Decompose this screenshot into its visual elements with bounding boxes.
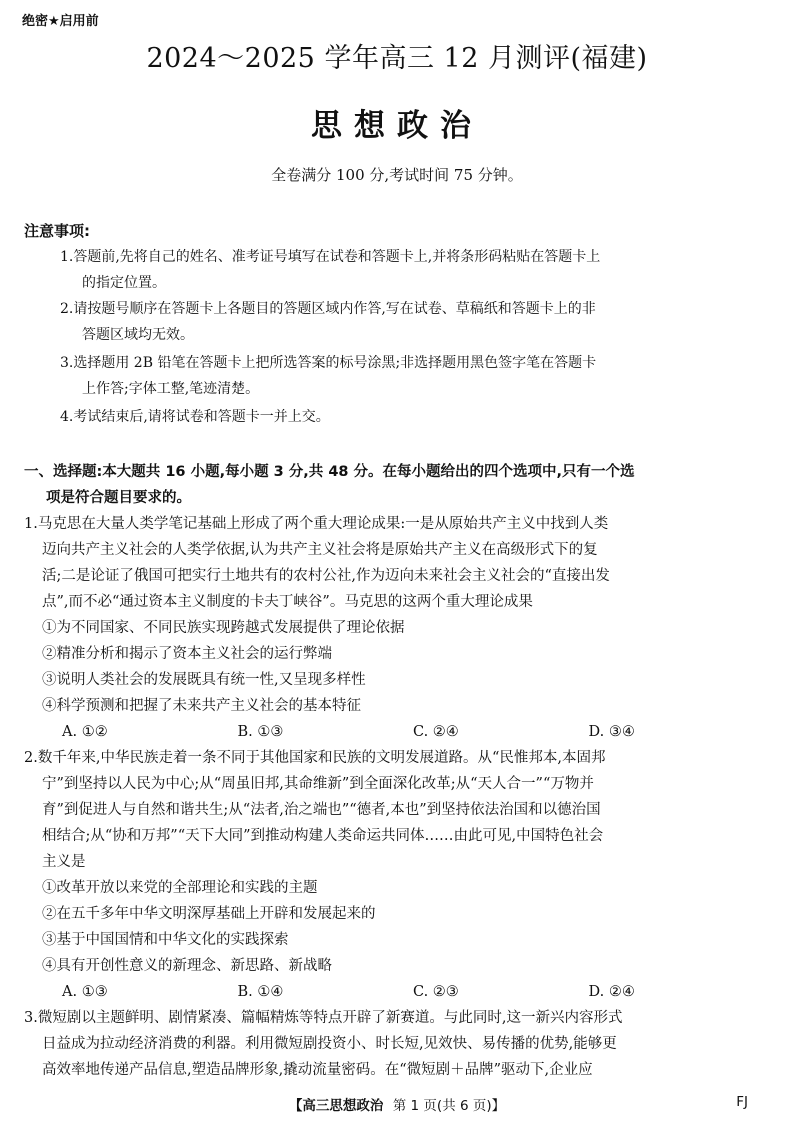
question-stem-line: 迈向共产主义社会的人类学依据,认为共产主义社会将是原始共产主义在高级形式下的复 [42,542,598,558]
notice-text-cont: 答题区域均无效。 [82,327,194,343]
statement-option: ③说明人类社会的发展既具有统一性,又呈现多样性 [42,672,366,688]
choice-a: A. ①② [62,724,108,740]
question-stem-line: 育”到促进人与自然和谐共生;从“法者,治之端也”“德者,本也”到坚持依法治国和以德治国 [42,802,601,818]
notice-item-3 [60,350,760,402]
choice-c: C. ②④ [413,724,459,740]
question-2 [24,745,764,1005]
notice-text-cont: 的指定位置。 [82,275,166,291]
notice-text-cont: 上作答;字体工整,笔迹清楚。 [82,381,260,397]
question-stem-line: 宁”到坚持以人民为中心;从“周虽旧邦,其命维新”到全面深化改革;从“天人合一”“万物并 [42,776,594,792]
statement-option: ①改革开放以来党的全部理论和实践的主题 [42,880,318,896]
question-1 [24,511,764,745]
choice-d: D. ②④ [588,984,635,1000]
notice-item-1 [60,244,760,296]
notice-text: 4.考试结束后,请将试卷和答题卡一并上交。 [60,409,330,425]
statement-option: ④科学预测和把握了未来共产主义社会的基本特征 [42,698,361,714]
section-heading [24,459,764,511]
choice-c: C. ②③ [413,984,459,1000]
notice-text: 1.答题前,先将自己的姓名、准考证号填写在试卷和答题卡上,并将条形码粘贴在答题卡上 [60,249,601,265]
notice-item-4 [60,404,760,430]
section-heading-line: 一、选择题:本大题共 16 小题,每小题 3 分,共 48 分。在每小题给出的四个选项中,只有一个选 [24,464,635,480]
question-stem-line: 2.数千年来,中华民族走着一条不同于其他国家和民族的文明发展道路。从“民惟邦本,本固邦 [24,750,606,766]
statement-option: ②精准分析和揭示了资本主义社会的运行弊端 [42,646,332,662]
question-stem-line: 高效率地传递产品信息,塑造品牌形象,撬动流量密码。在“微短剧＋品牌”驱动下,企业应 [42,1062,593,1078]
notice-text: 2.请按题号顺序在答题卡上各题目的答题区域内作答,写在试卷、草稿纸和答题卡上的非 [60,301,596,317]
notice-text: 3.选择题用 2B 铅笔在答题卡上把所选答案的标号涂黑;非选择题用黑色签字笔在答题卡 [60,355,597,371]
footer-page-number: 第 1 页(共 6 页)】 [392,1098,506,1114]
question-stem-line: 活;二是论证了俄国可把实行土地共有的农村公社,作为迈向未来社会主义社会的“直接出发 [42,568,610,584]
statement-option: ②在五千多年中华文明深厚基础上开辟和发展起来的 [42,906,376,922]
score-time-line: 全卷满分 100 分,考试时间 75 分钟。 [271,166,523,184]
exam-title: 2024～2025 学年高三 12 月测评(福建) [146,43,648,74]
question-stem-line: 1.马克思在大量人类学笔记基础上形成了两个重大理论成果:一是从原始共产主义中找到人类 [24,516,609,532]
question-stem-line: 3.微短剧以主题鲜明、剧情紧凑、篇幅精炼等特点开辟了新赛道。与此同时,这一新兴内容形式 [24,1010,623,1026]
choice-b: B. ①③ [237,724,284,740]
section-heading-line: 项是符合题目要求的。 [46,490,191,506]
choice-a: A. ①③ [62,984,108,1000]
page-footer [0,1094,794,1114]
question-3 [24,1005,764,1083]
notice-heading: 注意事项: [24,222,90,240]
statement-option: ①为不同国家、不同民族实现跨越式发展提供了理论依据 [42,620,405,636]
statement-option: ④具有开创性意义的新理念、新思路、新战略 [42,958,332,974]
statement-option: ③基于中国国情和中华文化的实践探索 [42,932,289,948]
notice-item-2 [60,296,760,348]
answer-choices [24,719,764,745]
footer-course: 【高三思想政治 [288,1098,384,1114]
confidential-label: 绝密★启用前 [22,14,99,29]
choice-d: D. ③④ [588,724,635,740]
region-code: FJ [736,1094,748,1110]
question-stem-line: 相结合;从“协和万邦”“天下大同”到推动构建人类命运共同体……由此可见,中国特色社会 [42,828,604,844]
choice-b: B. ①④ [237,984,284,1000]
question-stem-line: 点”,而不必“通过资本主义制度的卡夫丁峡谷”。马克思的这两个重大理论成果 [42,594,533,610]
question-stem-line: 日益成为拉动经济消费的利器。利用微短剧投资小、时长短,见效快、易传播的优势,能够更 [42,1036,617,1052]
subject-title: 思想政治 [311,108,483,144]
question-stem-line: 主义是 [42,854,86,870]
answer-choices [24,979,764,1005]
